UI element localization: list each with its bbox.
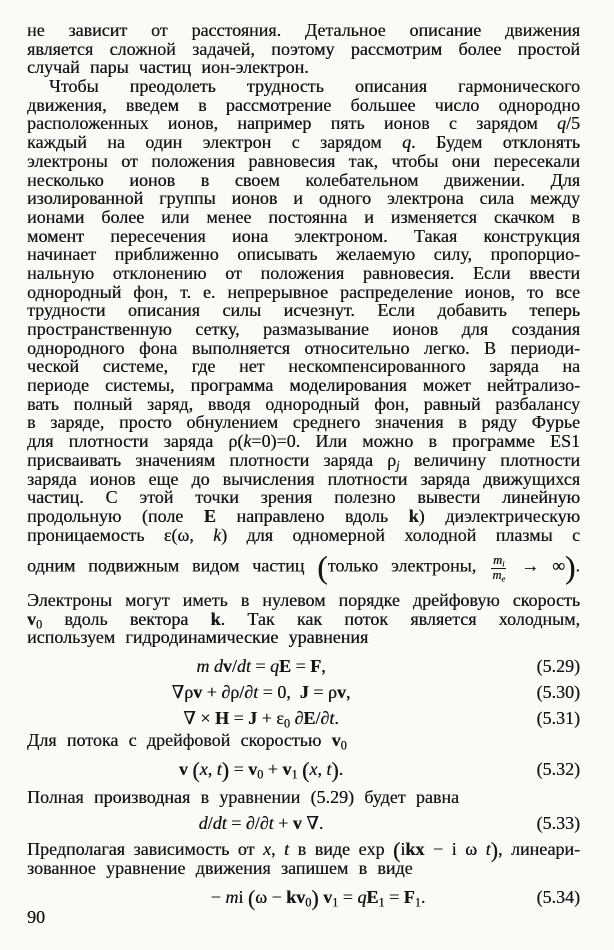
paragraph-full-derivative (27, 788, 580, 807)
page-number: 90 (27, 906, 45, 927)
equation-body: v (x, $t) = v_0 + v_1$ (x, t). (178, 757, 344, 783)
text-line: используем гидродинамические уравнения (27, 627, 369, 648)
equation-number: (5.33) (536, 813, 580, 834)
paragraph-electrons (27, 591, 580, 647)
text-line-with-fraction: одним подвижным видом частиц (только электроны, $\frac{m_i}{m_e}$ → ∞). (27, 550, 580, 586)
text-line: трудности описания силы исчезнут. Если добавить теперь (27, 300, 580, 321)
equation-body: ∇ρv + ∂ρ/∂t = 0, J = ρv, (171, 682, 351, 702)
text-line: Чтобы преодолеть трудность описания гармонического (49, 76, 580, 97)
equation-number: (5.29) (536, 656, 580, 676)
equation-5-30 (27, 679, 580, 705)
equation-5-31 (27, 705, 580, 731)
text-line: Электроны могут иметь в нулевом порядке дрейфовую скорость (27, 589, 580, 610)
text-line: для плотности заряда ρ(k=0)=0. Или можно в программе ES1 (27, 431, 580, 452)
equation-5-33 (27, 810, 580, 836)
text-line: момент пересечения иона электроном. Такая конструкция (27, 225, 580, 246)
text-line: несколько ионов в своем колебательном движении. Для (27, 169, 580, 190)
text-line: однородного фона выполняется относительно легко. В периоди- (27, 337, 580, 358)
equation-number: (5.31) (536, 708, 580, 728)
text-line: нальную отклонению от положения равновесия. Если ввести (27, 262, 580, 283)
equation-5-32 (27, 756, 580, 782)
equation-5-34 (27, 884, 580, 910)
equation-body: − mi $(\omega - kv_0)$ $v_1 = qE_1 = F_1$. (210, 885, 426, 911)
text-line: вать полный заряд, вводя однородный фон, равный разбалансу (27, 393, 580, 414)
text-line: в заряде, просто обнулением среднего значения в ряду Фурье (27, 412, 580, 433)
text-line: Полная производная в уравнении (5.29) будет равна (27, 786, 459, 807)
text-line: периоде системы, программа моделирования может нейтрализо- (27, 375, 580, 396)
text-line: электроны от положения равновесия так, чтобы они пересекали (27, 150, 580, 171)
equation-number: (5.34) (536, 886, 580, 907)
text-line: проницаемость ε(ω, k) для одномерной холодной плазмы с (27, 524, 580, 545)
text-line: частиц. С этой точки зрения полезно вывести линейную (27, 487, 580, 508)
paragraph-drift-flow (27, 730, 580, 753)
text-line: продольную (поле E направлено вдоль k) диэлектрическую (27, 505, 581, 526)
text-line: ионами более или менее постоянна и изменяется скачком в (27, 206, 580, 227)
equation-5-29 (27, 653, 580, 679)
text-line: не зависит от расстояния. Детальное описание движения (27, 20, 580, 40)
text-line: случай пары частиц ион-электрон. (27, 57, 309, 78)
text-line: зованное уравнение движения запишем в виде (27, 858, 413, 879)
text-line: каждый на один электрон с зарядом q. Будем отклонять (27, 132, 580, 153)
equation-body: d/dt = ∂/∂t + v ∇. (198, 813, 324, 834)
equation-number: (5.30) (536, 682, 580, 702)
paragraph-continuation (27, 21, 580, 77)
text-line: $v_0$ вдоль вектора k. Так как поток является холодным, (27, 608, 580, 632)
equation-body: m dv/dt = qE = F, (196, 656, 326, 676)
text-line: пространственную сетку, размазывание ионов для создания (27, 319, 580, 339)
text-line: ческой системе, где нет нескомпенсированного заряда на (27, 356, 580, 377)
equation-body: ∇ × $H = J + \varepsilon_0$ ∂E/∂t. (183, 708, 339, 731)
text-line: заряда ионов еще до вычисления плотности заряда движущихся (27, 468, 580, 489)
text-line: движения, введем в рассмотрение большее число однородно (27, 94, 580, 115)
text-line: изолированной группы ионов и одного электрона сила между (27, 188, 580, 209)
text-line: расположенных ионов, например пять ионов с зарядом q/5 (27, 113, 580, 134)
equation-number: (5.32) (536, 758, 580, 779)
text-line: Предполагая зависимость от x, t в виде exp (ikx − i ω t), линеари- (27, 838, 581, 863)
text-line: является сложной задачей, поэтому рассмотрим более простой (27, 38, 580, 59)
paragraph-main (27, 76, 581, 586)
paragraph-linearized (27, 840, 580, 877)
equation-group-hydrodynamic (27, 653, 580, 731)
text-line: Для потока с дрейфовой скоростью $v_0$ (27, 730, 347, 753)
text-line: начинает приближенно описывать желаемую силу, пропорцио- (27, 244, 580, 265)
text-line: присваивать значениям плотности заряда $\rho_j$ величину плотности (27, 449, 580, 473)
text-line: однородный фон, т. е. непрерывное распределение ионов, то все (27, 281, 580, 302)
